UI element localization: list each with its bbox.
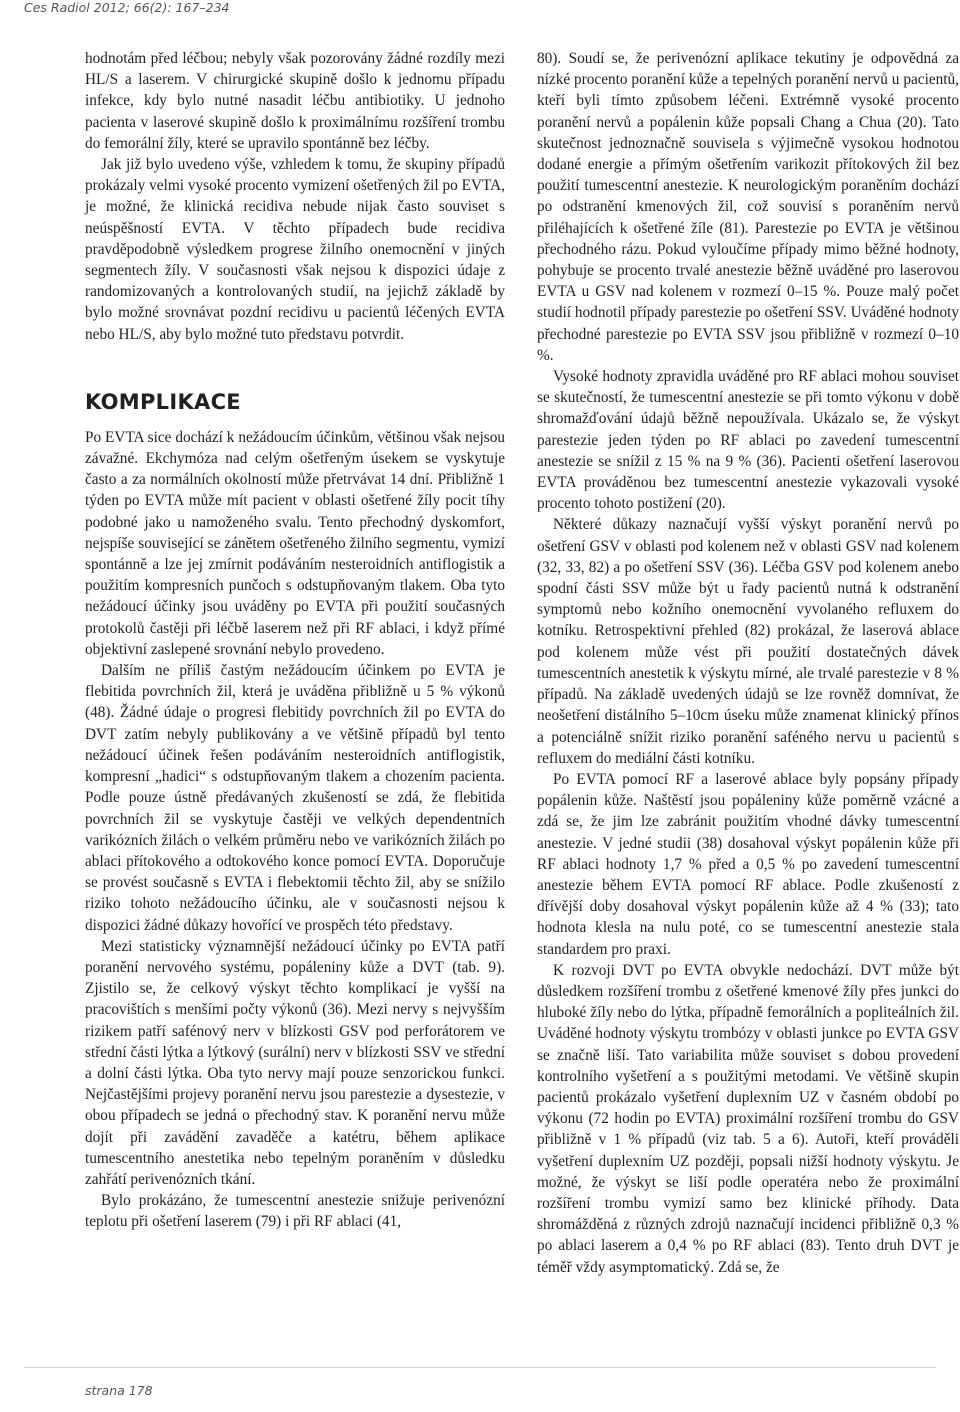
right-column [537,48,959,1278]
running-head: Ces Radiol 2012; 66(2): 167–234 [24,0,230,15]
paragraph: hodnotám před léčbou; nebyly však pozorovány žádné rozdíly mezi HL/S a laserem. V chirurgické skupině došlo k jednomu případu infekce, kdy bylo nutné nasadit léčbu antibiotiky. U jednoho pacienta v laserové skupině došlo k proximálnímu rozšíření trombu do femorální žíly, které se upravilo spontánně bez léčby. [85,50,505,152]
paragraph: Po EVTA pomocí RF a laserové ablace byly popsány případy popálenin kůže. Naštěstí jsou popáleniny kůže poměrně vzácné a zdá se, že jim lze zabránit použitím vhodné dávky tumescentní anestezie. V jedné studii (38) dosahoval výskyt popálenin kůže při RF ablaci hodnoty 1,7 % před a 0,5 % po zavedení tumescentní anestezie během EVTA pomocí RF ablace. Podle zkušeností z dřívější doby dosahoval výskyt popálenin kůže až 4 % (33); tato hodnota klesla na nulu poté, co se tumescentní anestezie stala standardem pro praxi. [537,770,959,958]
paragraph: Mezi statisticky významnější nežádoucí účinky po EVTA patří poranění nervového systému, popáleniny kůže a DVT (tab. 9). Zjistilo se, že celkový výskyt těchto komplikací je vyšší na pracovištích s menšími počty výkonů (36). Mezi nervy s nejvyšším rizikem patří safénový nerv v blízkosti GSV pod perforátorem ve střední části lýtka a lýtkový (surální) nerv v blízkosti SSV ve střední a dolní části lýtka. Oba tyto nervy mají pouze senzorickou funkci. Nejčastějšími projevy poranění nervu jsou parestezie a dysestezie, v obou případech se jedná o přechodný stav. K poranění nervu může dojít při zavádění zavaděče a katétru, během aplikace tumescentního anestetika nebo tepelným poraněním v důsledku zahřátí perivenózních tkání. [85,937,505,1188]
page-number: strana 178 [85,1383,153,1398]
paragraph: K rozvoji DVT po EVTA obvykle nedochází. DVT může být důsledkem rozšíření trombu z ošetřené kmenové žíly přes junkci do hluboké žíly nebo do lýtka, případně femorálních a popliteálních žil. Uváděné hodnoty výskytu trombózy v oblasti junkce po EVTA GSV se značně liší. Tato variabilita může souviset s dobou provedení kontrolního vyšetření a s použitými metodami. Ve většině skupin pacientů prokázalo vyšetření duplexním UZ v časném období po výkonu (72 hodin po EVTA) proximální rozšíření trombu do GSV přibližně v 1 % případů (viz tab. 5 a 6). Autoři, kteří prováděli vyšetření duplexním UZ později, popsali nižší hodnoty výskytu. Je možné, že výskyt se liší podle operatéra nebo že proximální rozšíření trombu vymizí samo bez klinické příhody. Data shromážděná z různých zdrojů naznačují incidenci přibližně 0,3 % po ablaci laserem a 0,4 % po RF ablaci (83). Tento druh DVT je téměř vždy asymptomatický. Zdá se, že [537,961,959,1276]
paragraph: 80). Soudí se, že perivenózní aplikace tekutiny je odpovědná za nízké procento poranění kůže a tepelných poranění nervů u pacientů, kteří byli tímto způsobem léčeni. Extrémně vysoké procento poranění nervů a popálenin kůže popsali Chang a Chua (20). Tato skutečnost jednoznačně souvisela s výjimečně vysokou hodnotou dodané energie a přímým ošetřením varikozit přítokových žil bez použití tumescentní anestezie. K neurologickým poraněním dochází po odstranění kmenových žil, což souvisí s poraněním nervů přiléhajících k ošetřené žíle (81). Parestezie po EVTA je většinou přechodného rázu. Pokud vyloučíme případy mimo běžné hodnoty, pohybuje se procento trvalé anestezie běžně uváděné pro laserovou EVTA u GSV nad kolenem v rozmezí 0–15 %. Pouze malý počet studií hodnotil případy parestezie po ošetření SSV. Uváděné hodnoty přechodné parestezie po EVTA SSV jsou přibližně v rozmezí 0–10 %. [537,50,959,364]
section-heading: KOMPLIKACE [85,389,241,414]
footer-divider [24,1367,936,1368]
paragraph: Bylo prokázáno, že tumescentní anestezie snižuje perivenózní teplotu při ošetření laserem (79) i při RF ablaci (41, [85,1192,505,1231]
paragraph: Vysoké hodnoty zpravidla uváděné pro RF ablaci mohou souviset se skutečností, že tumescentní anestezie se při tomto výkonu v době shromažďování údajů běžně nepoužívala. Ukázalo se, že výskyt parestezie jeden týden po RF ablaci po zavedení tumescentní anestezie se snížil z 15 % na 9 % (36). Pacienti ošetření laserovou EVTA prováděnou bez tumescentní anestezie vykazovali vysoké procento tohoto postižení (20). [537,368,959,513]
paragraph: Dalším ne příliš častým nežádoucím účinkem po EVTA je flebitida povrchních žil, která je uváděna přibližně u 5 % výkonů (48). Žádné údaje o progresi flebitidy povrchních žil po EVTA do DVT zatím nebyly publikovány a ve většině případů byl tento nežádoucí účinek řešen podáváním nesteroidních antiflogistik, kompresní „hadici“ s odstupňovaným tlakem a chozením pacienta. Podle pouze ústně předávaných zkušeností se zdá, že flebitida povrchních žil se vyskytuje častěji ve velkých dependentních varikózních žilách o velkém průměru nebo ve varikózních žilách po ablaci přítokového a odtokového konce pomocí EVTA. Doporučuje se provést současně s EVTA i flebektomii těchto žil, aby se snížilo riziko tohoto nežádoucího účinku, ale v současnosti nejsou k dispozici žádné důkazy hovořící ve prospěch této představy. [85,662,505,934]
left-column [85,48,505,1233]
paragraph: Po EVTA sice dochází k nežádoucím účinkům, většinou však nejsou závažné. Ekchymóza nad celým ošetřeným úsekem se vyskytuje často a za normálních okolností může přetrvávat 14 dní. Přibližně 1 týden po EVTA může mít pacient v oblasti ošetřené žíly pocit tíhy podobné jako u namoženého svalu. Tento přechodný dyskomfort, nejspíše související se zánětem ošetřeného žilního segmentu, vymizí spontánně a lze jej zmírnit podáváním nesteroidních antiflogistik a použitím kompresních punčoch s odstupňovaným tlakem. Oba tyto nežádoucí účinky jsou uváděny po EVTA při použití současných protokolů častěji při léčbě laserem než při RF ablaci, i když přímé objektivní zaslepené srovnání nebylo provedeno. [85,428,505,658]
paragraph: Jak již bylo uvedeno výše, vzhledem k tomu, že skupiny případů prokázaly velmi vysoké procento vymizení ošetřených žil po EVTA, je možné, že klinická recidiva nebude nijak často souviset s neúspěšností EVTA. V těchto případech bude recidiva pravděpodobně výsledkem progrese žilního onemocnění v jiných segmentech žíly. V současnosti však nejsou k dispozici údaje z randomizovaných a kontrolovaných studií, na jejichž základě by bylo možné srovnávat pozdní recidivu u pacientů léčených EVTA nebo HL/S, aby bylo možné tuto představu potvrdit. [85,156,505,343]
paragraph: Některé důkazy naznačují vyšší výskyt poranění nervů po ošetření GSV v oblasti pod kolenem než v oblasti GSV nad kolenem (32, 33, 82) a po ošetření SSV (36). Léčba GSV pod kolenem anebo spodní části SSV může být u řady pacientů nutná k odstranění symptomů nebo kožního onemocnění vyvolaného refluxem do kotníku. Retrospektivní přehled (82) prokázal, že laserová ablace pod kolenem může vést při použití dostatečných dávek tumescentních anestetik k výskytu mírné, ale trvalé parestezie v 8 % případů. Na základě uvedených údajů se lze rovněž domnívat, že neošetření distálního 5–10cm úseku může znamenat klinický přínos a potenciálně snížit riziko poranění saféného nervu u pacientů s refluxem do mediální části kotníku. [537,516,959,767]
